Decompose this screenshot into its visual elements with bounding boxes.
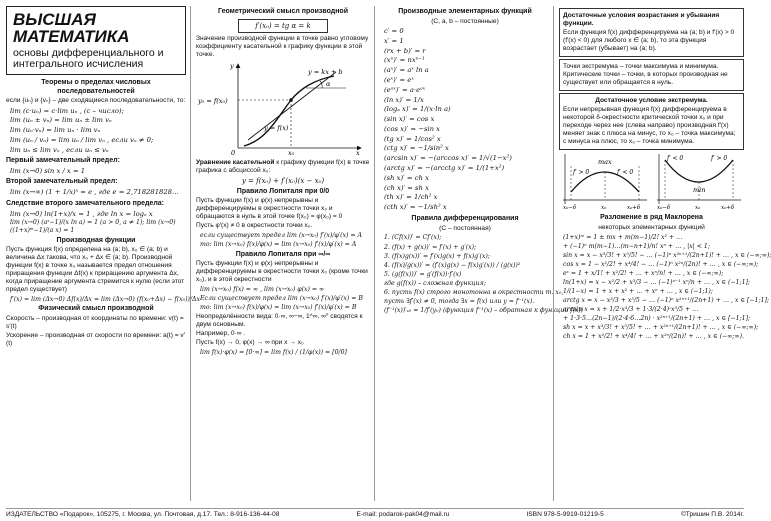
tangent-line bbox=[248, 72, 336, 140]
lhopital-zero-result: то: lim (x→x₀) f(x)/φ(x) = lim (x→x₀) f′(x)/φ′(x) = A bbox=[200, 241, 357, 248]
derivatives-list bbox=[380, 27, 550, 211]
maclaurin-heading: Разложение в ряд Маклорена bbox=[600, 214, 703, 222]
corollary-formula: lim (x→0) (aˣ−1)/(x ln a) = 1 (a > 0, a ≠ 1); lim (x→0) ((1+x)ᵐ−1)/(a x) = 1 bbox=[10, 219, 176, 235]
extremum-condition-box bbox=[559, 93, 744, 150]
series-formula: 1/(1−x) = 1 + x + x² + … + xⁿ + … , x ∈ (−1;1); bbox=[563, 287, 713, 295]
derivative-heading: Производная функции bbox=[56, 236, 136, 244]
monotonic-box bbox=[559, 8, 744, 57]
lhopital-zero-heading: Правило Лопиталя при 0/0 bbox=[236, 187, 330, 195]
series-formula: cos x = 1 − x²/2! + x⁴/4! − … (−1)ⁿ x²ⁿ/(2n)! + … , x ∈ (−∞;∞); bbox=[563, 260, 759, 268]
footer bbox=[6, 508, 744, 519]
extremum-condition-text: Если непрерывная функция f(x) дифференцируема в некоторой δ-окрестности критической точки x₀ и при переходе через нее (слева направо) производная f′(x) меняет знак с плюса на минус, то x₀ – точка максимума; с минуса на плюс, то x₀ – точка минимума. bbox=[563, 106, 736, 146]
limits-theorems-heading: Теоремы о пределах числовых последовательностей bbox=[41, 79, 151, 95]
lhopital-zero-exists: если существует предел lim (x→x₀) f′(x)/φ′(x) = A bbox=[200, 231, 363, 239]
series-formula: sh x = x + x³/3! + x⁵/5! + … + x²ⁿ⁺¹/(2n+1)! + … , x ∈ (−∞;∞); bbox=[563, 324, 759, 332]
series-formula: ch x = 1 + x²/2! + x⁴/4! + … + x²ⁿ/(2n)! + … , x ∈ (−∞;∞). bbox=[563, 333, 744, 341]
indeterminate-text: Неопределённости вида: 0·∞, ∞−∞, 1^∞, ∞⁰ сводятся к двум основным. bbox=[196, 312, 363, 328]
differentiation-rule: где g(f(x)) – сложная функция; bbox=[384, 279, 486, 287]
column-geometry-lhopital bbox=[190, 6, 370, 501]
series-formula: sin x = x − x³/3! + x⁵/5! − … (−1)ⁿ x²ⁿ⁺¹/(2n+1)! + … , x ∈ (−∞;∞); bbox=[563, 251, 771, 259]
function-curve bbox=[244, 76, 334, 146]
lhopital-zero-condition: Пусть φ′(x) ≠ 0 в окрестности точки x₀. bbox=[196, 222, 313, 230]
max-right-sign: f′ < 0 bbox=[617, 169, 634, 177]
y-axis-label: y bbox=[230, 62, 234, 71]
derivatives-heading: Производные элементарных функций bbox=[398, 8, 532, 15]
differentiation-rule: (f⁻¹(x))′ₓ₀ = 1/f′(y₀) (функция f⁻¹(x) – обратная к функции f(x)) bbox=[384, 306, 584, 314]
tangent-graph bbox=[196, 60, 366, 158]
lhopital-zero-text: Пусть функции f(x) и φ(x) непрерывны и дифференцируемы в окрестности точки x₀ и обращаются в нуль в этой точке f(x₀) = φ(x₀) = 0 bbox=[196, 197, 343, 221]
max-left-sign: f′ > 0 bbox=[573, 169, 590, 177]
min-graph bbox=[653, 152, 743, 212]
min-tick: x₀+δ bbox=[721, 205, 735, 212]
series-formula: (1+x)ᵐ = 1 ± mx + m(m−1)/2! x² + … bbox=[563, 233, 683, 241]
corollary-formula: lim (x→0) ln(1+x)/x = 1 , где ln x = logₑ x bbox=[10, 209, 153, 218]
derivative-formula: x′ = 1 bbox=[384, 36, 404, 45]
derivative-formula: (tg x)′ = 1/cos² x bbox=[384, 134, 441, 143]
origin-label: 0 bbox=[231, 149, 236, 158]
limits-intro: если {uₙ} и {vₙ} – две сходящиеся последовательности, то: bbox=[6, 97, 186, 105]
monotonic-text: Если функция f(x) дифференцируема на (a; b) и f′(x) > 0 (f′(x) < 0) для любого x ∈ (a; b), то эта функция возрастает (убывает) на (a; b). bbox=[563, 29, 735, 53]
differentiation-rule: 3. (f(x)g(x))′ = f′(x)g(x) + f(x)g′(x); bbox=[384, 252, 490, 260]
differentiation-rule: 4. (f(x)/g(x))′ = (f′(x)g(x) − f(x)g′(x)) / (g(x))² bbox=[384, 261, 521, 269]
differentiation-rule: 2. (f(x) + g(x))′ = f′(x) + g′(x); bbox=[384, 243, 477, 251]
physical-speed: Скорость – производная от координаты по времени: v(t) = s′(t) bbox=[6, 314, 184, 330]
extremum-text: Точки экстремума – точки максимума и минимума. Критические точки – точки, в которых производная не существует или обращается в нуль. bbox=[563, 63, 728, 87]
rules-list bbox=[380, 234, 584, 314]
derivative-formula: (sh x)′ = ch x bbox=[384, 173, 429, 182]
tangent-formula: y = f(x₀) + f′(x₀)(x − x₀) bbox=[241, 177, 325, 186]
max-label: max bbox=[598, 158, 612, 167]
derivative-formula: (arcsin x)′ = −(arccos x)′ = 1/√(1−x²) bbox=[384, 154, 512, 163]
footer-publisher: ИЗДАТЕЛЬСТВО «Подарок», 105275, г. Москва, ул. Почтовая, д.17. Тел.: 8-916-136-44-08 bbox=[6, 510, 280, 518]
monotonic-heading: Достаточные условия возрастания и убывания функции. bbox=[563, 12, 720, 28]
derivative-formula: (ln x)′ = 1/x bbox=[384, 95, 424, 104]
footer-isbn: ISBN 978-5-9919-01219-5 bbox=[526, 510, 604, 518]
derivative-formula: (cth x)′ = −1/sh² x bbox=[384, 203, 447, 212]
min-curve bbox=[665, 160, 733, 182]
derivative-formula: f′(x) = lim (Δx→0) Δf(x)/Δx = lim (Δx→0) (f(x₀+Δx) − f(x₀))/Δx bbox=[10, 295, 201, 303]
tangent-text: к графику функции f(x) в точке графика с абсциссой x₀: bbox=[196, 159, 370, 175]
tangent-heading: Уравнение касательной bbox=[196, 159, 275, 167]
footer-copyright: ©Тришин П.В. 2014г. bbox=[680, 510, 744, 518]
series-formula: + (−1)ⁿ m(m−1)…(m−n+1)/n! xⁿ + … , |x| < 1; bbox=[563, 242, 710, 250]
extremum-condition-heading: Достаточное условие экстремума. bbox=[595, 97, 708, 105]
lhopital-inf-heading: Правило Лопиталя при ∞/∞ bbox=[235, 250, 331, 258]
derivatives-subheading: (C, a, b – постоянные) bbox=[431, 17, 499, 25]
line-label: y = kx + b bbox=[308, 68, 343, 77]
series-list bbox=[559, 233, 771, 341]
derivative-formula: (eˣ)′ = eˣ bbox=[384, 75, 414, 84]
min-label: min bbox=[693, 186, 706, 195]
limit-formula: lim (uₙ / vₙ) = lim uₙ / lim vₙ , если vₙ ≠ 0; bbox=[10, 135, 154, 144]
physical-meaning-heading: Физический смысл производной bbox=[38, 305, 154, 313]
page-title: ВЫСШАЯ МАТЕМАТИКА bbox=[13, 10, 130, 46]
first-limit-heading: Первый замечательный предел: bbox=[6, 157, 120, 165]
min-tick: x₀ bbox=[695, 205, 701, 212]
second-limit-formula: lim (x→∞) (1 + 1/x)ˣ = e , где e = 2,718281828… bbox=[10, 188, 179, 197]
alpha-label: α bbox=[326, 80, 331, 89]
min-tick: x₀−δ bbox=[657, 205, 671, 212]
differentiation-rule: пусть ∃f′(x) ≠ 0, тогда ∃x = f(x) или y = f⁻¹(x). bbox=[384, 297, 535, 305]
derivative-formula: (arctg x)′ = −(arcctg x)′ = 1/(1+x²) bbox=[384, 164, 505, 172]
series-formula: + 1·3·5…(2n−1)/(2·4·6…2n) · x²ⁿ⁺¹/(2n+1) + … , x ∈ [−1;1]; bbox=[563, 315, 751, 323]
derivative-formula: (ch x)′ = sh x bbox=[384, 183, 429, 192]
extremum-box bbox=[559, 59, 744, 91]
max-tick: x₀−δ bbox=[563, 205, 577, 212]
footer-email[interactable]: E-mail: podarok-pak04@mail.ru bbox=[356, 510, 450, 518]
lhopital-inf-limits: lim (x→x₀) f(x) = ∞ , lim (x→x₀) φ(x) = ∞ bbox=[200, 285, 325, 293]
series-formula: eˣ = 1 + x/1! + x²/2! + … + xⁿ/n! + … , x ∈ (−∞;∞); bbox=[563, 269, 724, 277]
first-limit-formula: lim (x→0) sin x / x = 1 bbox=[10, 167, 86, 176]
lhopital-inf-exists: Если существует предел lim (x→x₀) f′(x)/φ′(x) = B bbox=[200, 294, 363, 302]
lhopital-inf-result: то: lim (x→x₀) f(x)/φ(x) = lim (x→x₀) f′(x)/φ′(x) = B bbox=[200, 303, 357, 311]
rules-heading: Правила дифференцирования bbox=[411, 215, 519, 223]
limit-formula: lim (uₙ ± vₙ) = lim uₙ ± lim vₙ bbox=[10, 116, 112, 125]
derivative-formula: (logₐ x)′ = 1/(x·ln a) bbox=[384, 105, 451, 114]
min-left-sign: f′ < 0 bbox=[667, 155, 684, 163]
physical-acceleration: Ускорение – производная от скорости по времени: a(t) = v′(t) bbox=[6, 331, 185, 347]
limit-formula: lim (uₙ·vₙ) = lim uₙ · lim vₙ bbox=[10, 126, 101, 135]
title-box bbox=[6, 6, 186, 75]
maclaurin-subheading: некоторых элементарных функций bbox=[598, 223, 705, 231]
derivative-formula: (ctg x)′ = −1/sin² x bbox=[384, 144, 449, 153]
extremum-graphs bbox=[559, 152, 744, 212]
example-text: Пусть f(x) → 0, φ(x) → ∞ при x → x₀ bbox=[196, 338, 304, 346]
derivative-formula: (rx + b)′ = r bbox=[384, 46, 426, 55]
derivative-formula: (cos x)′ = −sin x bbox=[384, 124, 440, 133]
x0-label: x₀ bbox=[288, 149, 295, 158]
y0-label: y₀ = f(x₀) bbox=[198, 97, 228, 106]
column-extrema-series bbox=[553, 6, 771, 501]
curve-label: y = f(x) bbox=[264, 124, 289, 133]
derivative-formula: (xⁿ)′ = nxⁿ⁻¹ bbox=[384, 56, 425, 65]
differentiation-rule: 5. (g(f(x)))′ = g′(f(x))·f′(x) bbox=[384, 270, 462, 278]
corollary-heading: Следствие второго замечательного предела: bbox=[6, 199, 164, 207]
geometric-meaning-heading: Геометрический смысл производной bbox=[217, 8, 349, 15]
rules-subheading: (C – постоянная) bbox=[439, 224, 491, 232]
series-formula: arctg x = x − x³/3 + x⁵/5 − … (−1)ⁿ x²ⁿ⁺¹/(2n+1) + … , x ∈ [−1;1]; bbox=[563, 296, 769, 304]
geometric-formula: f′(x₀) = tg α = k bbox=[238, 19, 328, 34]
differentiation-rule: 6. пусть f(x) строго монотонна в окрестности т. x₀, bbox=[384, 288, 564, 296]
differentiation-rule: 1. (Cf(x))′ = Cf′(x); bbox=[384, 234, 442, 242]
example-intro: Например, 0·∞ . bbox=[196, 329, 246, 337]
max-tick: x₀ bbox=[601, 205, 607, 212]
tangent-point bbox=[289, 98, 293, 102]
second-limit-heading: Второй замечательный предел: bbox=[6, 178, 118, 186]
series-formula: arcsin x = x + 1/2·x³/3 + 1·3/(2·4)·x⁵/5 + … bbox=[563, 306, 699, 313]
derivative-formula: (eᵃˣ)′ = a·eᵃˣ bbox=[384, 85, 426, 94]
geometric-text: Значение производной функции в точке равно угловому коэффициенту касательной к графику функции в этой точке. bbox=[196, 35, 369, 59]
example-formula: lim f(x)·φ(x) = [0·∞] = lim f(x) / (1/φ(x)) = [0/0] bbox=[200, 348, 347, 356]
derivative-formula: (sin x)′ = cos x bbox=[384, 115, 435, 124]
lhopital-inf-text: Пусть функции f(x) и φ(x) непрерывны и дифференцируемы в окрестности точки x₀ (кроме точки x₀), и в этой окрестности bbox=[196, 260, 368, 284]
derivative-definition: Пусть функция f(x) определена на (a; b), x₀ ∈ (a; b) и величина Δx такова, что x₀ + Δx ∈ (a; b). Производной функции f(x) в точке x₀ называется предел отношения приращения функции Δf(x) к приращению аргумента Δx, когда приращение аргумента стремится к нулю (если этот предел существует) bbox=[6, 246, 185, 294]
max-tick: x₀+δ bbox=[627, 205, 641, 212]
min-right-sign: f′ > 0 bbox=[711, 155, 728, 163]
derivative-formula: c′ = 0 bbox=[384, 27, 404, 36]
column-limits bbox=[6, 6, 201, 501]
series-formula: ln(1+x) = x − x²/2 + x³/3 − … (−1)ⁿ⁻¹ xⁿ/n + … , x ∈ (−1;1]; bbox=[563, 278, 751, 286]
derivative-formula: (th x)′ = 1/ch² x bbox=[384, 193, 438, 202]
page-subtitle: основы дифференциального и интегрального исчисления bbox=[13, 47, 164, 71]
x-axis-label: x bbox=[356, 149, 360, 158]
derivative-formula: (aˣ)′ = aˣ ln a bbox=[384, 66, 429, 75]
max-graph bbox=[559, 152, 649, 212]
limit-formula: lim (c·uₙ) = c·lim uₙ , (c – число); bbox=[10, 106, 124, 115]
limit-formula: lim uₙ ≤ lim vₙ , если uₙ ≤ vₙ bbox=[10, 145, 109, 154]
